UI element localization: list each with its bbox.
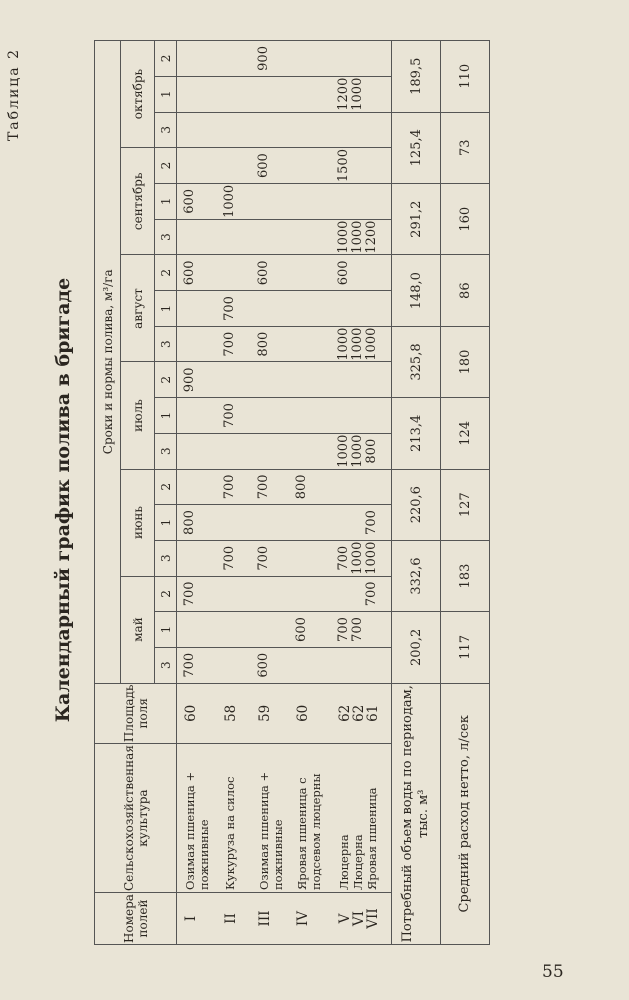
volume-value: 125,4 xyxy=(392,112,441,183)
areas-column xyxy=(177,683,392,744)
month-header: август xyxy=(121,255,155,362)
irrigation-norm: 1200 xyxy=(336,77,351,111)
header-area: Площадь поля xyxy=(95,683,177,744)
schedule-cell xyxy=(177,398,392,434)
crops-column xyxy=(177,744,392,893)
field-area: 62 xyxy=(337,704,353,722)
irrigation-schedule-table xyxy=(94,40,490,945)
irrigation-norm: 600 xyxy=(256,260,271,286)
irrigation-norm: 1000 xyxy=(350,220,365,254)
field-area: 58 xyxy=(223,704,239,722)
month-header: сентябрь xyxy=(121,148,155,255)
volume-label: Потребный объем воды по периодам, тыс. м³ xyxy=(392,683,441,944)
month-header: июнь xyxy=(121,469,155,576)
rate-value: 86 xyxy=(441,255,490,326)
irrigation-norm: 1000 xyxy=(336,220,351,254)
field-numbers-column xyxy=(177,893,392,945)
field-number: IV xyxy=(295,910,311,927)
schedule-cell xyxy=(177,433,392,469)
irrigation-norm: 1000 xyxy=(336,434,351,468)
decade-header: 2 xyxy=(155,576,177,612)
decade-header: 3 xyxy=(155,433,177,469)
field-number: V xyxy=(337,913,353,924)
schedule-cell xyxy=(177,505,392,541)
irrigation-norm: 600 xyxy=(256,153,271,178)
decade-header: 1 xyxy=(155,76,177,112)
header-crop: Сельскохозяйственная культура xyxy=(95,744,177,893)
irrigation-norm: 700 xyxy=(336,617,351,642)
volume-value: 148,0 xyxy=(392,255,441,326)
crop-name: Яровая пшеница xyxy=(365,787,379,891)
decade-header: 1 xyxy=(155,612,177,648)
schedule-cell xyxy=(177,326,392,362)
irrigation-norm: 700 xyxy=(256,474,271,500)
irrigation-norm: 600 xyxy=(336,260,351,286)
volume-value: 189,5 xyxy=(392,41,441,113)
decade-header: 3 xyxy=(155,326,177,362)
schedule-cell xyxy=(177,148,392,184)
field-area: 62 xyxy=(351,704,367,722)
irrigation-norm: 700 xyxy=(222,474,237,500)
irrigation-norm: 600 xyxy=(256,652,271,678)
rate-value: 110 xyxy=(441,41,490,113)
decade-header: 3 xyxy=(155,647,177,683)
decade-header: 1 xyxy=(155,505,177,541)
irrigation-norm: 700 xyxy=(182,652,197,678)
decade-header: 3 xyxy=(155,540,177,576)
header-field-no: Номера полей xyxy=(95,893,177,945)
schedule-cell xyxy=(177,469,392,505)
page-number: 55 xyxy=(542,962,564,982)
schedule-cell xyxy=(177,255,392,291)
irrigation-norm: 1000 xyxy=(350,77,365,111)
irrigation-norm: 700 xyxy=(364,581,379,607)
irrigation-norm: 600 xyxy=(182,260,197,286)
schedule-cell xyxy=(177,76,392,112)
volume-value: 213,4 xyxy=(392,398,441,469)
field-number: VI xyxy=(351,910,367,927)
irrigation-norm: 900 xyxy=(256,46,271,71)
schedule-cell xyxy=(177,576,392,612)
decade-header: 2 xyxy=(155,41,177,77)
month-header: октябрь xyxy=(121,41,155,148)
crop-name: Люцерна xyxy=(337,834,351,891)
irrigation-norm: 1000 xyxy=(350,541,365,575)
schedule-cell xyxy=(177,291,392,327)
volume-value: 220,6 xyxy=(392,469,441,540)
rate-value: 160 xyxy=(441,183,490,255)
field-number: II xyxy=(223,913,239,924)
volume-value: 291,2 xyxy=(392,183,441,255)
crop-name: Кукуруза на силос xyxy=(223,776,237,891)
schedule-cell xyxy=(177,362,392,398)
irrigation-norm: 1000 xyxy=(336,327,351,361)
crop-name: Яровая пшеница с подсевом люцерны xyxy=(295,773,324,891)
volume-value: 200,2 xyxy=(392,612,441,683)
irrigation-norm: 700 xyxy=(336,545,351,571)
table-title: Календарный график полива в бригаде xyxy=(52,277,74,723)
irrigation-norm: 1000 xyxy=(222,184,237,218)
field-area: 59 xyxy=(257,704,273,722)
irrigation-norm: 700 xyxy=(350,617,365,642)
irrigation-norm: 700 xyxy=(222,331,237,357)
decade-header: 1 xyxy=(155,183,177,219)
irrigation-norm: 800 xyxy=(182,510,197,535)
irrigation-norm: 600 xyxy=(294,617,309,642)
schedule-cell xyxy=(177,183,392,219)
crop-name: Озимая пшеница + пожнивные xyxy=(183,771,212,891)
irrigation-norm: 700 xyxy=(364,510,379,535)
irrigation-norm: 1200 xyxy=(364,220,379,254)
decade-header: 1 xyxy=(155,398,177,434)
field-area: 60 xyxy=(183,704,199,722)
decade-header: 2 xyxy=(155,148,177,184)
decade-header: 2 xyxy=(155,469,177,505)
irrigation-norm: 1000 xyxy=(350,327,365,361)
crop-name: Озимая пшеница + пожнивные xyxy=(257,771,286,891)
month-header: июль xyxy=(121,362,155,469)
schedule-cell xyxy=(177,540,392,576)
crop-name: Люцерна xyxy=(351,834,365,891)
rate-value: 117 xyxy=(441,612,490,683)
decade-header: 2 xyxy=(155,362,177,398)
field-area: 60 xyxy=(295,704,311,722)
rate-value: 180 xyxy=(441,326,490,397)
decade-header: 1 xyxy=(155,291,177,327)
rate-value: 124 xyxy=(441,398,490,469)
volume-value: 325,8 xyxy=(392,326,441,397)
schedule-cell xyxy=(177,219,392,255)
irrigation-norm: 700 xyxy=(222,296,237,321)
rate-value: 73 xyxy=(441,112,490,183)
schedule-cell xyxy=(177,41,392,77)
field-area: 61 xyxy=(365,704,381,722)
volume-value: 332,6 xyxy=(392,540,441,611)
irrigation-norm: 900 xyxy=(182,367,197,393)
irrigation-norm: 700 xyxy=(182,581,197,607)
rate-value: 183 xyxy=(441,540,490,611)
decade-header: 2 xyxy=(155,255,177,291)
decade-header: 3 xyxy=(155,219,177,255)
table-number-label: Таблица 2 xyxy=(6,48,22,142)
irrigation-norm: 1500 xyxy=(336,149,351,183)
irrigation-norm: 1000 xyxy=(364,541,379,575)
field-number: VII xyxy=(365,908,381,929)
field-number: III xyxy=(257,910,273,927)
irrigation-norm: 700 xyxy=(256,545,271,571)
header-schedule: Сроки и нормы полива, м³/га xyxy=(95,41,121,684)
schedule-cell xyxy=(177,647,392,683)
irrigation-norm: 1000 xyxy=(350,434,365,468)
month-header: май xyxy=(121,576,155,683)
rate-label: Средний расход нетто, л/сек xyxy=(441,683,490,944)
field-number: I xyxy=(183,915,199,922)
decade-header: 3 xyxy=(155,112,177,148)
irrigation-norm: 1000 xyxy=(364,327,379,361)
rate-value: 127 xyxy=(441,469,490,540)
irrigation-norm: 700 xyxy=(222,545,237,571)
irrigation-norm: 800 xyxy=(256,331,271,357)
schedule-cell xyxy=(177,612,392,648)
schedule-cell xyxy=(177,112,392,148)
irrigation-norm: 600 xyxy=(182,188,197,214)
irrigation-norm: 800 xyxy=(364,438,379,464)
irrigation-norm: 700 xyxy=(222,403,237,428)
irrigation-norm: 800 xyxy=(294,474,309,500)
